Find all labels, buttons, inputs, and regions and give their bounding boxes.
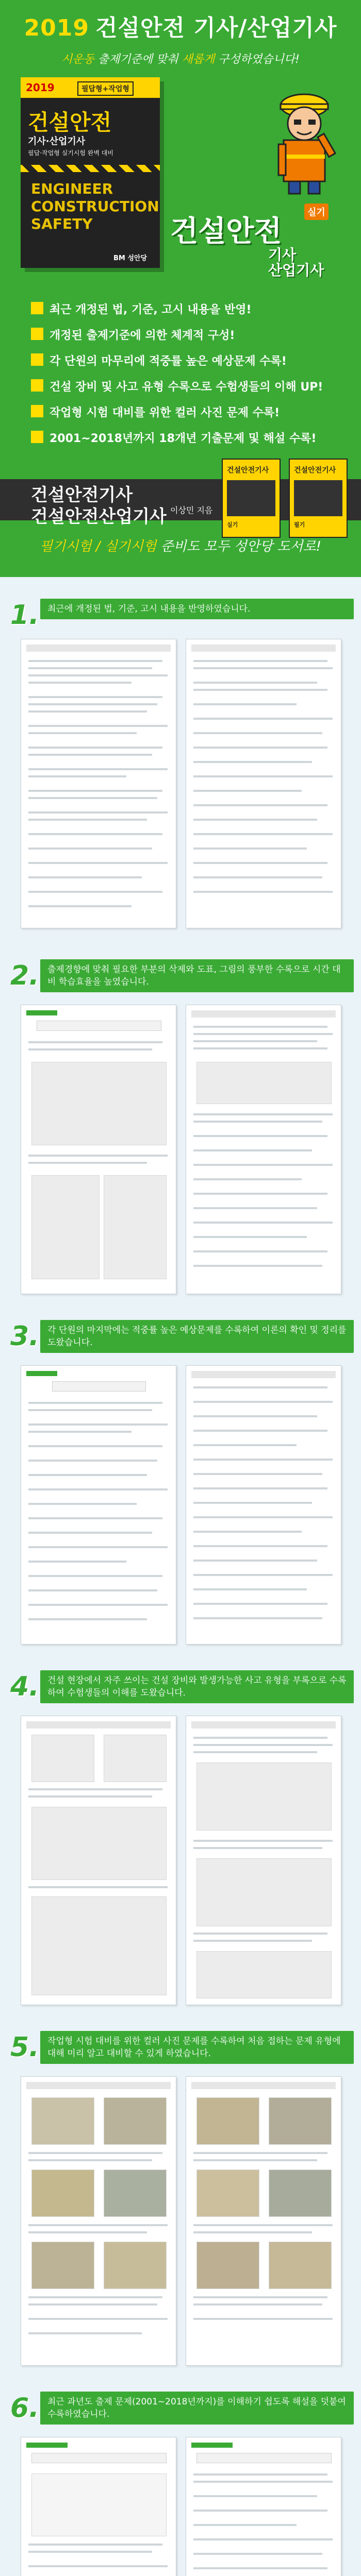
feature-section-4	[0, 1659, 361, 2014]
book-subtitle: 기사·산업기사	[28, 136, 86, 147]
sample-page-right	[186, 1005, 341, 1294]
feature-text: 건설 장비 및 사고 유형 수록으로 수험생들의 이해 UP!	[50, 381, 323, 394]
checkbox-icon	[31, 431, 43, 443]
bottom-title-line-1: 건설안전기사	[31, 485, 133, 505]
feature-text: 2001~2018년까지 18개년 기출문제 및 해설 수록!	[50, 432, 317, 445]
checkbox-icon	[31, 302, 43, 314]
section-description: 출제경향에 맞춰 필요한 부분의 삭제와 도표, 그림의 풍부한 수록으로 시간 대비 학습효율을 높였습니다.	[40, 959, 354, 992]
slogan-highlight: 필기시험 / 실기시험	[40, 539, 157, 554]
section-description: 건설 현장에서 자주 쓰이는 건설 장비와 발생가능한 사고 유형을 부록으로 수록하여 수험생들의 이해를 도왔습니다.	[40, 1670, 354, 1703]
sample-page-left	[21, 2437, 176, 2576]
construction-worker-mascot-icon	[268, 82, 340, 196]
section-number: 4.	[10, 1671, 39, 1702]
bottom-title-line-2: 건설안전산업기사	[31, 506, 167, 527]
hero-tagline	[0, 50, 361, 66]
sample-page-right	[186, 639, 341, 928]
section-description: 최근 과년도 출제 문제(2001~2018년까지)를 이해하기 쉽도록 해설을 덧붙여 수록하였습니다.	[40, 2392, 354, 2425]
tagline-end: 구성하였습니다!	[215, 53, 300, 66]
feature-section-6	[0, 2380, 361, 2576]
related-book-sub: 실기	[227, 521, 238, 528]
hero-title-text: 건설안전 기사/산업기사	[95, 15, 337, 41]
feature-section-2	[0, 948, 361, 1303]
related-book-sub: 필기	[294, 521, 305, 528]
related-book-practical	[222, 459, 281, 538]
practical-exam-title: 건설안전	[170, 215, 282, 248]
practical-badge: 실기	[304, 204, 329, 220]
hero-banner	[0, 0, 361, 577]
related-book-art	[227, 480, 275, 516]
book-cover	[21, 77, 160, 268]
hazard-stripes	[21, 165, 160, 172]
book-english-title	[31, 180, 159, 233]
sample-page-right	[186, 2437, 341, 2576]
bottom-slogan	[0, 536, 361, 555]
section-number: 5.	[10, 2032, 39, 2063]
checkbox-icon	[31, 379, 43, 392]
slogan-rest: 준비도 모두 성안당 도서로!	[156, 539, 321, 554]
checkbox-icon	[31, 328, 43, 340]
related-book-label: 건설안전기사	[294, 466, 336, 474]
sample-page-left	[21, 639, 176, 928]
feature-section-3	[0, 1309, 361, 1664]
hero-year: 2019	[24, 15, 90, 41]
section-description: 작업형 시험 대비를 위한 컬러 사진 문제를 수록하여 처음 접하는 문제 유형에 대해 미리 알고 대비할 수 있게 하였습니다.	[40, 2031, 354, 2064]
feature-item	[31, 376, 340, 394]
section-number: 1.	[10, 600, 39, 631]
section-description: 최근에 개정된 법, 기준, 고시 내용을 반영하였습니다.	[40, 599, 354, 619]
book-eng-line-1: ENGINEER	[31, 180, 113, 197]
feature-section-1	[0, 587, 361, 943]
book-eng-line-2: CONSTRUCTION	[31, 198, 159, 215]
practical-subtitle: 기사 산업기사	[268, 246, 324, 279]
feature-text: 각 단원의 마무리에 적중률 높은 예상문제 수록!	[50, 355, 287, 368]
book-description: 필답·작업형 실기시험 완벽 대비	[28, 149, 113, 157]
section-description: 각 단원의 마지막에는 적중률 높은 예상문제를 수록하여 이론의 확인 및 정리를 도왔습니다.	[40, 1320, 354, 1353]
related-book-written	[289, 459, 348, 538]
checkbox-icon	[31, 405, 43, 417]
related-book-label: 건설안전기사	[227, 466, 269, 474]
tagline-mid: 출제기준에 맞춰	[94, 53, 182, 66]
feature-text: 개정된 출제기준에 의한 체계적 구성!	[50, 329, 235, 342]
tagline-highlight-2: 새롭게	[182, 53, 215, 66]
feature-item	[31, 428, 340, 445]
related-book-art	[294, 480, 342, 516]
sample-page-right	[186, 1716, 341, 2005]
feature-text: 작업형 시험 대비를 위한 컬러 사진 문제 수록!	[50, 406, 280, 419]
sample-page-left	[21, 2076, 176, 2366]
book-title: 건설안전	[28, 110, 112, 135]
checkbox-icon	[31, 353, 43, 366]
feature-item	[31, 402, 340, 419]
book-kind-badge: 필답형+작업형	[77, 81, 134, 96]
section-number: 2.	[10, 960, 39, 991]
feature-text: 최근 개정된 법, 기준, 고시 내용을 반영!	[50, 303, 252, 316]
feature-item	[31, 325, 340, 342]
sample-page-left	[21, 1365, 176, 1645]
tagline-highlight-1: 시운동	[61, 53, 94, 66]
feature-item	[31, 299, 340, 316]
book-publisher: BM 성안당	[113, 255, 147, 262]
feature-item	[31, 350, 340, 368]
book-year: 2019	[26, 81, 55, 94]
section-number: 3.	[10, 1321, 39, 1352]
author-name: 이상민 지음	[170, 505, 213, 515]
sample-page-left	[21, 1005, 176, 1294]
sample-page-right	[186, 2076, 341, 2366]
bottom-book-title	[31, 484, 167, 528]
section-number: 6.	[10, 2393, 39, 2424]
sample-page-right	[186, 1365, 341, 1645]
sample-page-left	[21, 1716, 176, 2005]
hero-title	[0, 9, 361, 42]
book-eng-line-3: SAFETY	[31, 215, 93, 232]
feature-section-5	[0, 2020, 361, 2375]
